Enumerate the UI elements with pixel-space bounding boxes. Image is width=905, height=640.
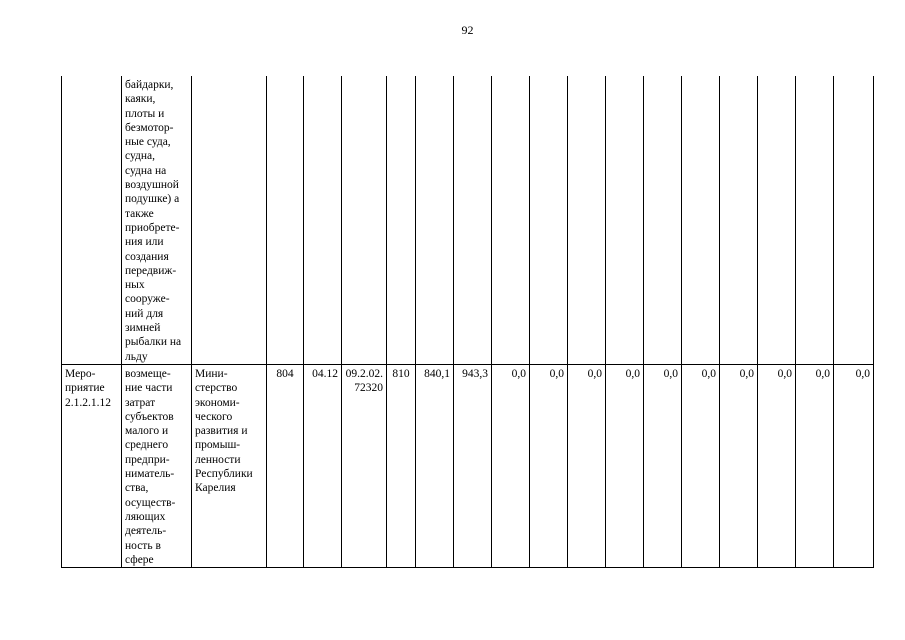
value-cell: 0,0	[568, 364, 606, 567]
value-cell	[416, 76, 454, 364]
measure-cell: Меро- приятие 2.1.2.1.12	[62, 364, 122, 567]
value-cell: 0,0	[530, 364, 568, 567]
value-cell	[606, 76, 644, 364]
value-cell: 0,0	[834, 364, 874, 567]
rzpr-cell: 04.12	[304, 364, 342, 567]
vr-cell: 810	[387, 364, 416, 567]
csr-cell: 09.2.02. 72320	[342, 364, 387, 567]
table-row	[62, 364, 874, 567]
value-cell	[492, 76, 530, 364]
value-cell	[530, 76, 568, 364]
grbs-cell	[267, 76, 304, 364]
value-cell: 840,1	[416, 364, 454, 567]
page-number: 92	[461, 23, 474, 37]
description-cell: возмеще- ние части затрат субъектов малого и среднего предпри- ниматель- ства, осуществ- ляющих деятель- ность в сфере	[122, 364, 192, 567]
csr-cell	[342, 76, 387, 364]
value-cell	[720, 76, 758, 364]
measure-cell	[62, 76, 122, 364]
value-cell	[454, 76, 492, 364]
vr-cell	[387, 76, 416, 364]
value-cell	[758, 76, 796, 364]
executor-cell: Мини- стерство экономи- ческого развития и промыш- ленности Республики Карелия	[192, 364, 267, 567]
budget-table	[61, 76, 874, 568]
value-cell: 943,3	[454, 364, 492, 567]
value-cell	[834, 76, 874, 364]
value-cell: 0,0	[682, 364, 720, 567]
value-cell: 0,0	[720, 364, 758, 567]
value-cell: 0,0	[644, 364, 682, 567]
value-cell: 0,0	[606, 364, 644, 567]
value-cell: 0,0	[492, 364, 530, 567]
value-cell	[568, 76, 606, 364]
value-cell: 0,0	[758, 364, 796, 567]
description-cell: байдарки, каяки, плоты и безмотор- ные суда, судна, судна на воздушной подушке) а также приобрете- ния или создания передвиж- ных сооруже- ний для зимней рыбалки на льду	[122, 76, 192, 364]
value-cell	[682, 76, 720, 364]
table-row	[62, 76, 874, 364]
value-cell: 0,0	[796, 364, 834, 567]
value-cell	[796, 76, 834, 364]
rzpr-cell	[304, 76, 342, 364]
value-cell	[644, 76, 682, 364]
executor-cell	[192, 76, 267, 364]
grbs-cell: 804	[267, 364, 304, 567]
